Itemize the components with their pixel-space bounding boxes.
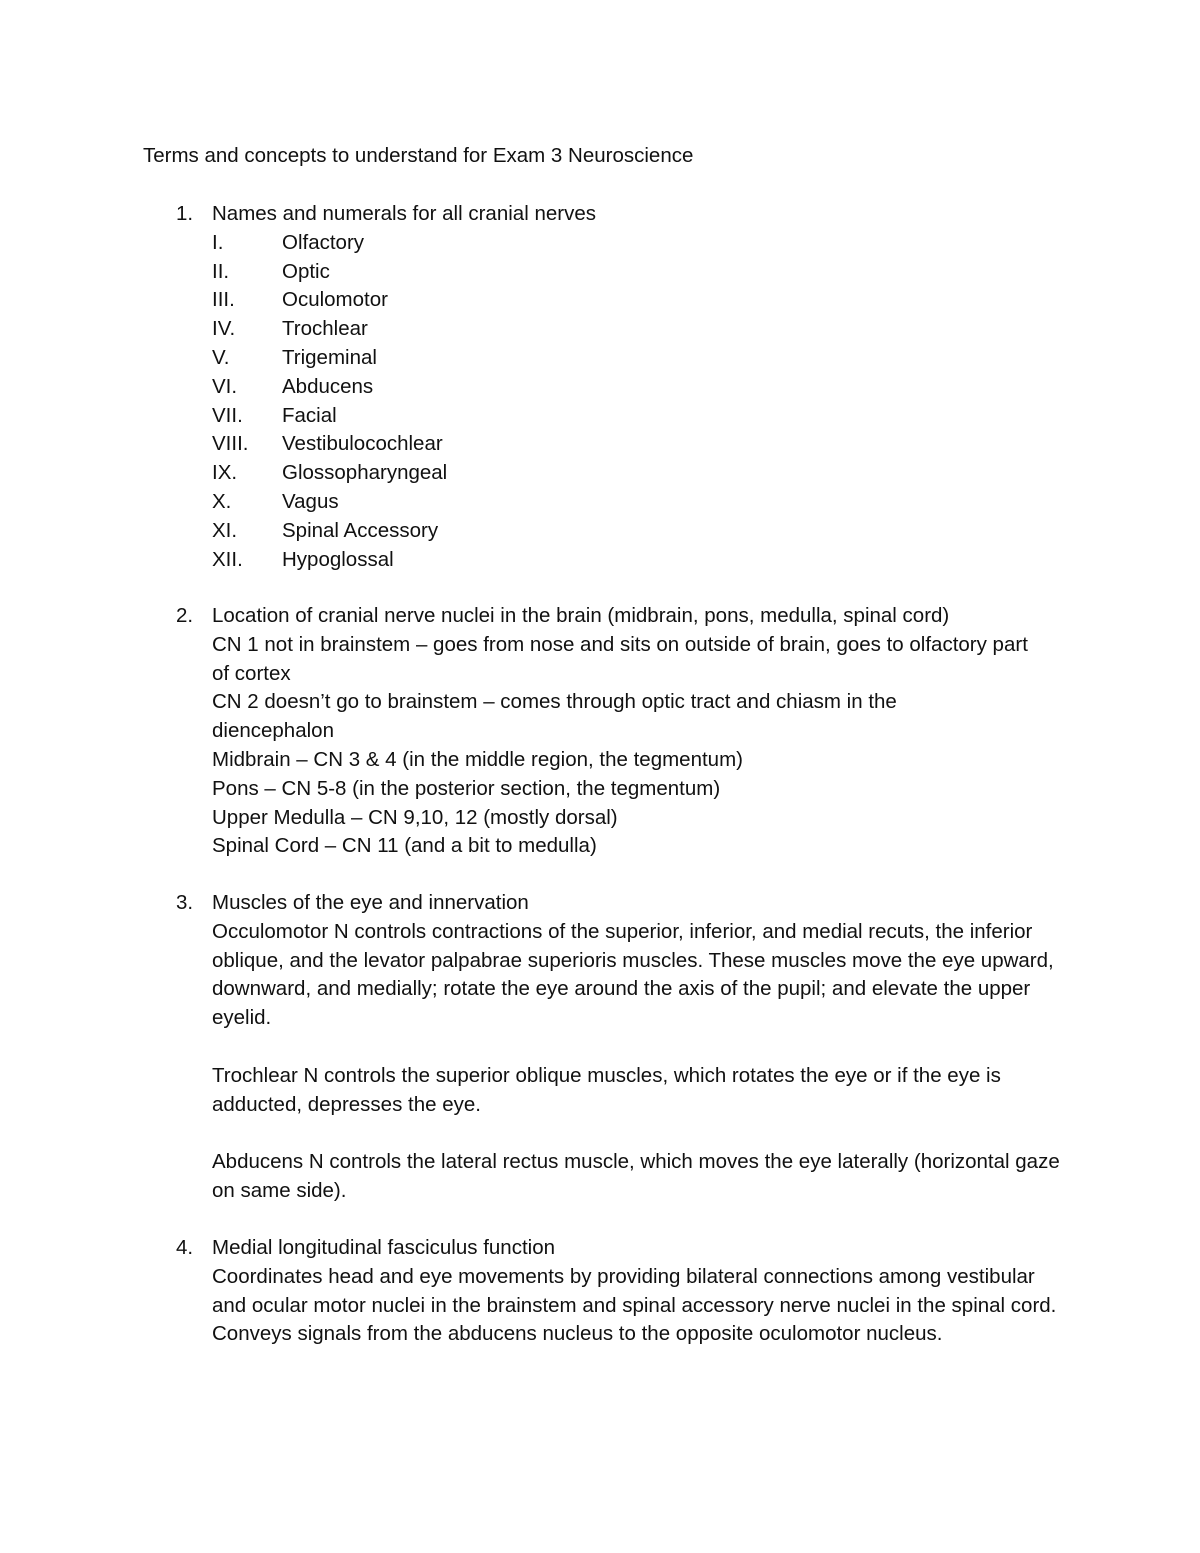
nerve-numeral: IV. <box>212 317 236 341</box>
cranial-nerve-row <box>212 517 1072 546</box>
item-body <box>212 602 1072 861</box>
nerve-numeral: V. <box>212 345 230 369</box>
nerve-numeral: XI. <box>212 518 238 542</box>
cranial-nerve-row <box>212 546 1072 575</box>
nerve-numeral: I. <box>212 230 224 254</box>
nerve-numeral: IX. <box>212 461 238 485</box>
paragraph-gap <box>212 1033 1072 1062</box>
nerve-numeral: VIII. <box>212 432 249 456</box>
item-number: 1. <box>176 202 194 225</box>
nerve-numeral: XII. <box>212 547 243 571</box>
nerve-name: Hypoglossal <box>282 547 394 571</box>
item-number: 3. <box>176 891 194 914</box>
nerve-name: Trochlear <box>282 317 368 341</box>
item-body <box>212 889 1072 1206</box>
nerve-name: Facial <box>282 403 337 427</box>
item-paragraph: Trochlear N controls the superior oblique muscles, which rotates the eye or if the eye is adducted, depresses the eye. <box>212 1063 1001 1116</box>
cranial-nerve-list <box>212 229 1072 575</box>
item-body <box>212 1234 1072 1349</box>
nerve-name: Glossopharyngeal <box>282 461 448 485</box>
cranial-nerve-row <box>212 315 1072 344</box>
cranial-nerve-row <box>212 344 1072 373</box>
cranial-nerve-row <box>212 430 1072 459</box>
nerve-numeral: III. <box>212 288 235 312</box>
item-line: Upper Medulla – CN 9,10, 12 (mostly dorsal) <box>212 805 618 829</box>
cranial-nerve-row <box>212 286 1072 315</box>
item-line: Conveys signals from the abducens nucleus to the opposite oculomotor nucleus. <box>212 1322 943 1346</box>
cranial-nerve-row <box>212 373 1072 402</box>
cranial-nerve-row <box>212 229 1072 258</box>
item-heading: Names and numerals for all cranial nerves <box>212 202 596 225</box>
item-line: CN 1 not in brainstem – goes from nose and sits on outside of brain, goes to olfactory part of cortex <box>212 632 1028 685</box>
cranial-nerve-row <box>212 459 1072 488</box>
nerve-name: Trigeminal <box>282 345 377 369</box>
item-heading: Medial longitudinal fasciculus function <box>212 1236 556 1259</box>
item-number: 2. <box>176 604 194 627</box>
item-paragraph: Occulomotor N controls contractions of the superior, inferior, and medial recuts, the inferior oblique, and the levator palpabrae superioris muscles. These muscles move the eye upward, downward, and medially; rotate the eye around the axis of the pupil; and elevate the upper eyelid. <box>212 919 1054 1030</box>
cranial-nerve-row <box>212 402 1072 431</box>
paragraph-gap <box>212 1119 1072 1148</box>
nerve-name: Vestibulocochlear <box>282 432 443 456</box>
cranial-nerve-row <box>212 258 1072 287</box>
nerve-name: Spinal Accessory <box>282 518 439 542</box>
nerve-numeral: VI. <box>212 374 238 398</box>
item-heading: Location of cranial nerve nuclei in the brain (midbrain, pons, medulla, spinal cord) <box>212 604 950 627</box>
nerve-name: Abducens <box>282 374 374 398</box>
item-number: 4. <box>176 1236 194 1259</box>
item-paragraph: Abducens N controls the lateral rectus muscle, which moves the eye laterally (horizontal gaze on same side). <box>212 1150 1060 1202</box>
cranial-nerve-row <box>212 488 1072 517</box>
nerve-numeral: II. <box>212 259 230 283</box>
nerve-numeral: X. <box>212 489 232 513</box>
item-line: Spinal Cord – CN 11 (and a bit to medulla) <box>212 834 597 858</box>
nerve-name: Vagus <box>282 489 339 513</box>
document-title: Terms and concepts to understand for Exam 3 Neuroscience <box>143 144 694 167</box>
item-heading: Muscles of the eye and innervation <box>212 891 529 914</box>
item-line: CN 2 doesn’t go to brainstem – comes through optic tract and chiasm in the diencephalon <box>212 690 897 743</box>
nerve-name: Olfactory <box>282 230 365 254</box>
item-line: Pons – CN 5-8 (in the posterior section, the tegmentum) <box>212 776 721 800</box>
nerve-name: Optic <box>282 259 330 283</box>
item-body <box>212 200 1072 574</box>
nerve-numeral: VII. <box>212 403 243 427</box>
nerve-name: Oculomotor <box>282 288 388 312</box>
item-line: Coordinates head and eye movements by providing bilateral connections among vestibular and ocular motor nuclei in the brainstem and spinal accessory nerve nuclei in the spinal cord. <box>212 1264 1057 1317</box>
item-line: Midbrain – CN 3 & 4 (in the middle region, the tegmentum) <box>212 747 743 771</box>
